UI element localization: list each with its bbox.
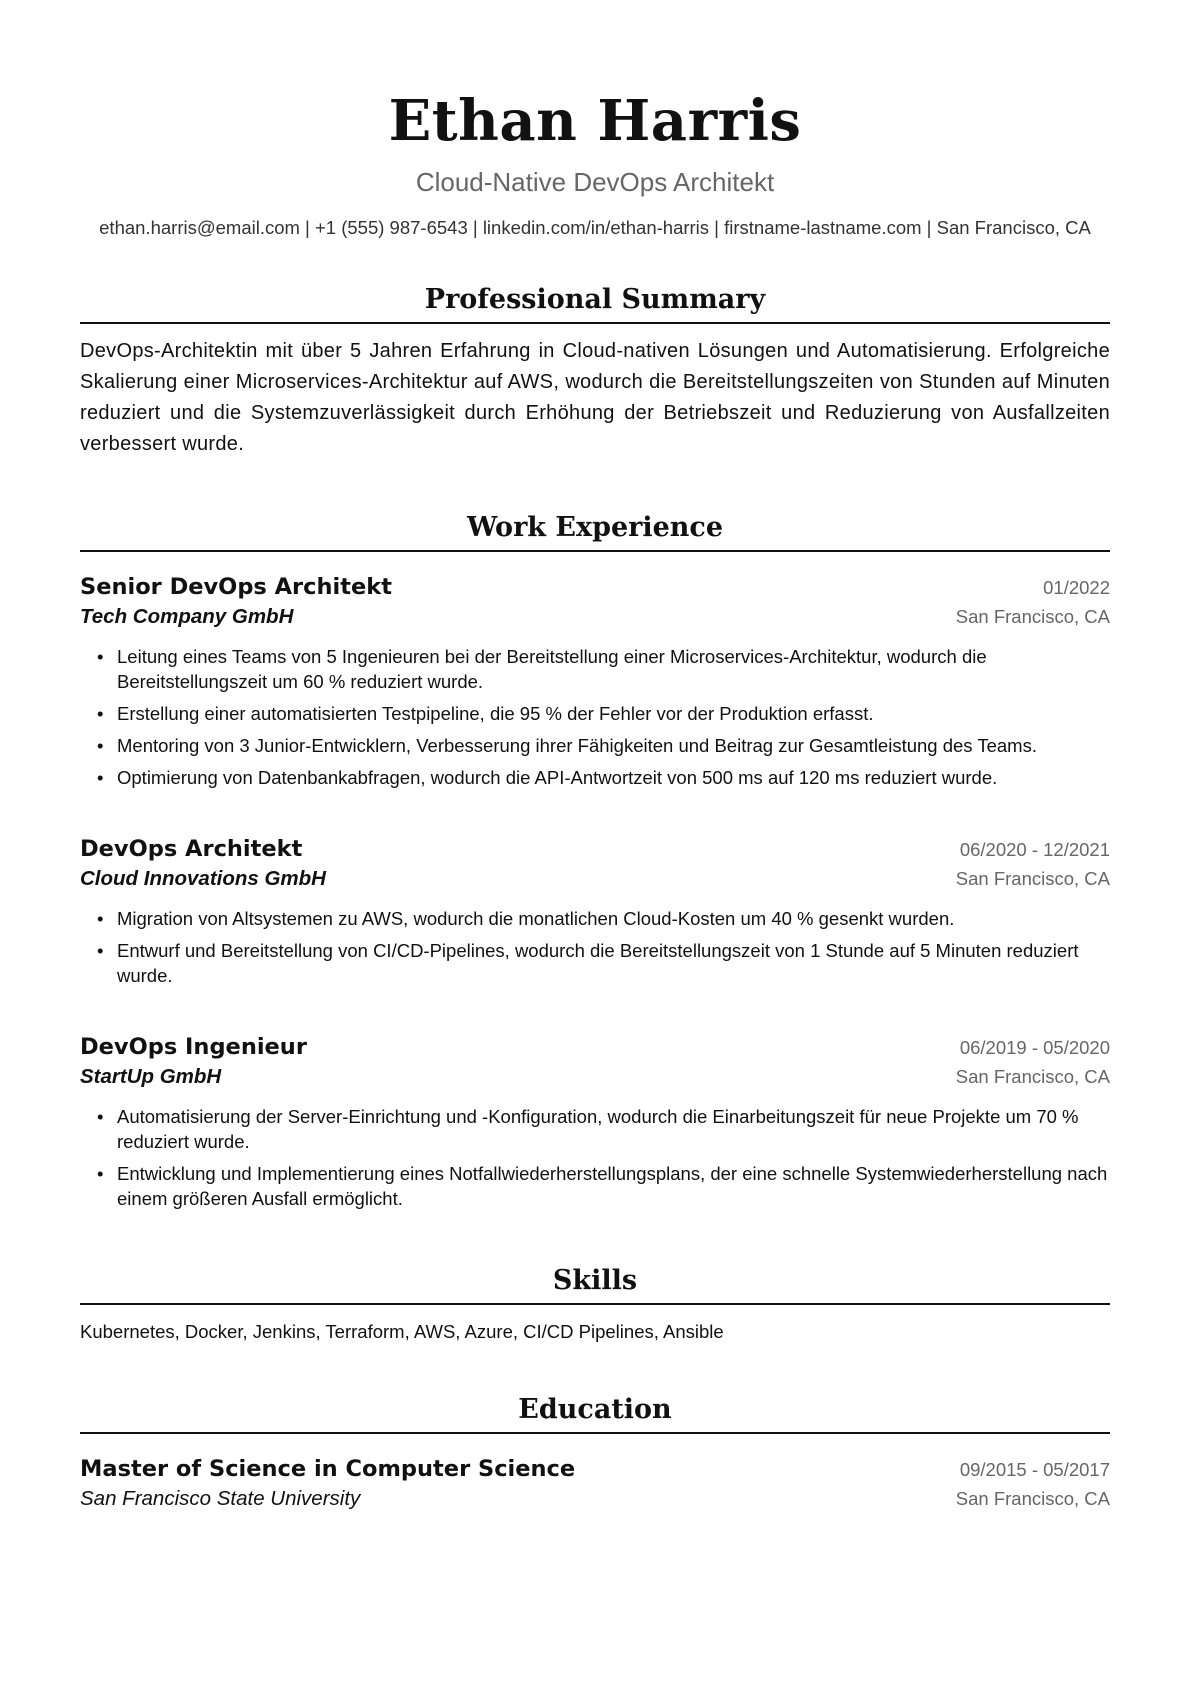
job-entry	[80, 572, 1110, 790]
job-location: San Francisco, CA	[955, 606, 1110, 627]
job-bullets	[80, 906, 1110, 988]
job-date: 06/2020 - 12/2021	[959, 839, 1110, 860]
job-title: Senior DevOps Architekt	[80, 574, 392, 600]
job-company: Cloud Innovations GmbH	[80, 867, 326, 890]
education-section	[80, 1392, 1110, 1514]
job-bullet: • Leitung eines Teams von 5 Ingenieuren bei der Bereitstellung einer Microservices-Architektur, wodurch die Bereitstellungszeit um 60 % reduziert wurde.	[97, 644, 1110, 694]
candidate-title: Cloud-Native DevOps Architekt	[415, 167, 775, 197]
job-title: DevOps Ingenieur	[80, 1034, 307, 1060]
degree-title: Master of Science in Computer Science	[80, 1456, 576, 1482]
contact-line: ethan.harris@email.com | +1 (555) 987-6543 | linkedin.com/in/ethan-harris | firstname-lastname.com | San Francisco, CA	[99, 217, 1091, 238]
job-entry	[80, 1032, 1110, 1211]
skills-section	[80, 1263, 1110, 1344]
job-bullet: • Automatisierung der Server-Einrichtung und -Konfiguration, wodurch die Einarbeitungszeit für neue Projekte um 70 % reduziert wurde.	[97, 1104, 1110, 1154]
education-date: 09/2015 - 05/2017	[959, 1459, 1110, 1480]
job-bullets	[80, 644, 1110, 790]
job-location: San Francisco, CA	[955, 1066, 1110, 1087]
job-company: StartUp GmbH	[80, 1065, 222, 1088]
education-entry	[80, 1454, 1110, 1514]
section-title-skills: Skills	[552, 1265, 638, 1296]
job-location: San Francisco, CA	[955, 868, 1110, 889]
job-entry	[80, 834, 1110, 988]
job-bullet: • Migration von Altsystemen zu AWS, wodurch die monatlichen Cloud-Kosten um 40 % gesenkt wurden.	[97, 906, 1110, 931]
job-bullet: • Entwurf und Bereitstellung von CI/CD-Pipelines, wodurch die Bereitstellungszeit von 1 Stunde auf 5 Minuten reduziert wurde.	[97, 938, 1110, 988]
job-bullet: • Mentoring von 3 Junior-Entwicklern, Verbesserung ihrer Fähigkeiten und Beitrag zur Gesamtleistung des Teams.	[97, 733, 1110, 758]
section-divider	[80, 1303, 1110, 1305]
job-bullets	[80, 1104, 1110, 1211]
resume-header	[80, 0, 1110, 240]
job-date: 06/2019 - 05/2020	[959, 1037, 1110, 1058]
section-title-experience: Work Experience	[466, 512, 724, 543]
job-bullet: • Optimierung von Datenbankabfragen, wodurch die API-Antwortzeit von 500 ms auf 120 ms reduziert wurde.	[97, 765, 1110, 790]
section-divider	[80, 550, 1110, 552]
section-divider	[80, 1432, 1110, 1434]
job-company: Tech Company GmbH	[80, 605, 294, 628]
summary-section	[80, 282, 1110, 460]
candidate-name: Ethan Harris	[388, 88, 802, 154]
school-name: San Francisco State University	[80, 1487, 361, 1510]
section-title-education: Education	[518, 1394, 672, 1425]
experience-section	[80, 510, 1110, 1211]
job-bullet: • Erstellung einer automatisierten Testpipeline, die 95 % der Fehler vor der Produktion erfasst.	[97, 701, 1110, 726]
summary-text: DevOps-Architektin mit über 5 Jahren Erfahrung in Cloud-nativen Lösungen und Automatisierung. Erfolgreiche Skalierung einer Microservices-Architektur auf AWS, wodurch die Bereitstellungszeiten von Stunden auf Minuten reduziert und die Systemzuverlässigkeit durch Erhöhung der Betriebszeit und Reduzierung von Ausfallzeiten verbessert wurde.	[80, 340, 1110, 455]
job-title: DevOps Architekt	[80, 836, 303, 862]
job-date: 01/2022	[1043, 577, 1110, 598]
job-bullet: • Entwicklung und Implementierung eines Notfallwiederherstellungsplans, der eine schnelle Systemwiederherstellung nach einem größeren Ausfall ermöglicht.	[97, 1161, 1110, 1211]
skills-list: Kubernetes, Docker, Jenkins, Terraform, AWS, Azure, CI/CD Pipelines, Ansible	[80, 1321, 724, 1342]
section-title-summary: Professional Summary	[424, 284, 766, 315]
education-location: San Francisco, CA	[955, 1488, 1110, 1509]
section-divider	[80, 322, 1110, 324]
